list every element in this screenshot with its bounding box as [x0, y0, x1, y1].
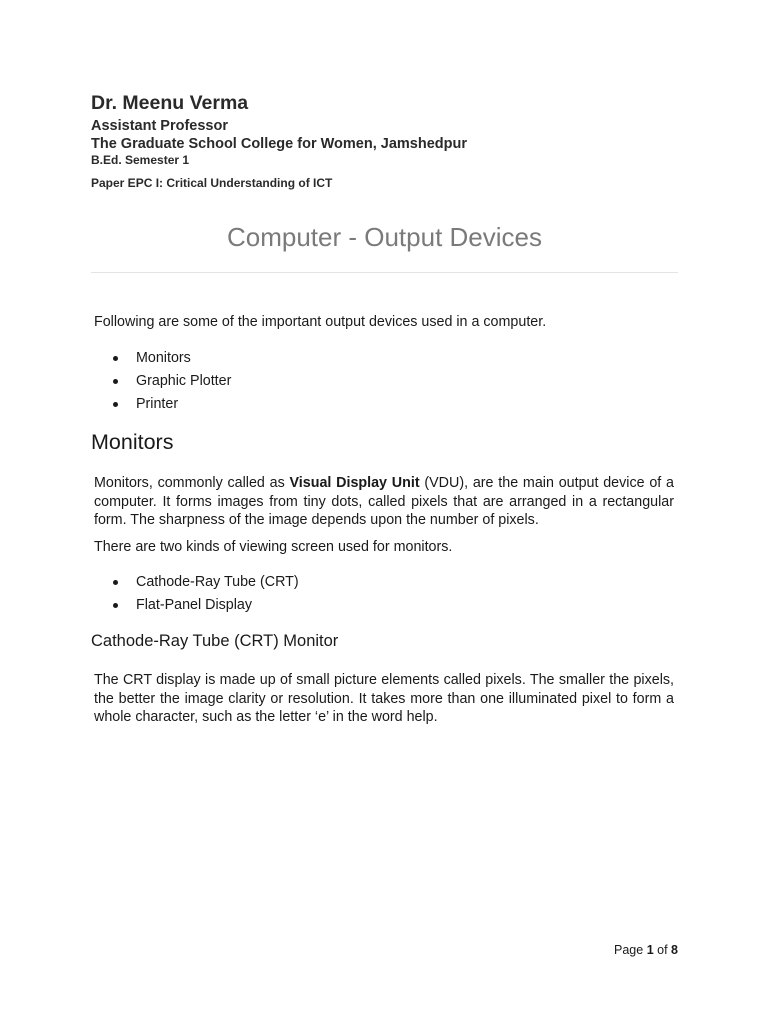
bullet-icon [113, 356, 118, 361]
author-semester: B.Ed. Semester 1 [91, 153, 190, 167]
output-devices-list [94, 349, 231, 418]
monitors-paragraph-start: Monitors, commonly called as [94, 475, 290, 491]
title-divider [91, 272, 678, 273]
author-paper: Paper EPC I: Critical Understanding of ICT [91, 176, 333, 190]
list-item [94, 596, 299, 619]
crt-paragraph: The CRT display is made up of small picture elements called pixels. The smaller the pixels, the better the image clarity or resolution. It takes more than one illuminated pixel to form a whole character, such as the letter ‘e’ in the word help. [94, 672, 674, 725]
author-role: Assistant Professor [91, 118, 228, 134]
list-item-label: Graphic Plotter [136, 373, 232, 389]
current-page-number: 1 [646, 943, 654, 957]
bullet-icon [113, 580, 118, 585]
screen-kinds-list [94, 573, 299, 619]
screen-kinds-intro: There are two kinds of viewing screen used for monitors. [94, 539, 453, 555]
list-item-label: Flat-Panel Display [136, 597, 253, 613]
author-name: Dr. Meenu Verma [91, 92, 249, 114]
document-title: Computer - Output Devices [226, 222, 542, 252]
monitors-paragraph-rest: (VDU), are the main output device of a computer. It forms images from tiny dots, called pixels that are arranged in a rectangular form. The sharpness of the image depends upon the number of pixels. [94, 475, 674, 528]
bullet-icon [113, 402, 118, 407]
footer-of-word: of [657, 943, 668, 957]
monitors-paragraph [94, 474, 674, 530]
bullet-icon [113, 379, 118, 384]
list-item-label: Printer [136, 396, 179, 412]
list-item [94, 395, 231, 418]
author-college: The Graduate School College for Women, Jamshedpur [91, 136, 467, 152]
list-item [94, 573, 299, 596]
section-heading-monitors: Monitors [91, 430, 174, 454]
vdu-term: Visual Display Unit [289, 475, 420, 491]
list-item [94, 372, 231, 395]
section-heading-crt: Cathode-Ray Tube (CRT) Monitor [91, 632, 339, 650]
list-item [94, 349, 231, 372]
page-footer [560, 943, 678, 957]
list-item-label: Cathode-Ray Tube (CRT) [136, 574, 299, 590]
total-page-count: 8 [671, 943, 678, 957]
intro-paragraph: Following are some of the important output devices used in a computer. [94, 314, 547, 330]
footer-page-word: Page [614, 943, 644, 957]
list-item-label: Monitors [136, 350, 191, 366]
bullet-icon [113, 603, 118, 608]
